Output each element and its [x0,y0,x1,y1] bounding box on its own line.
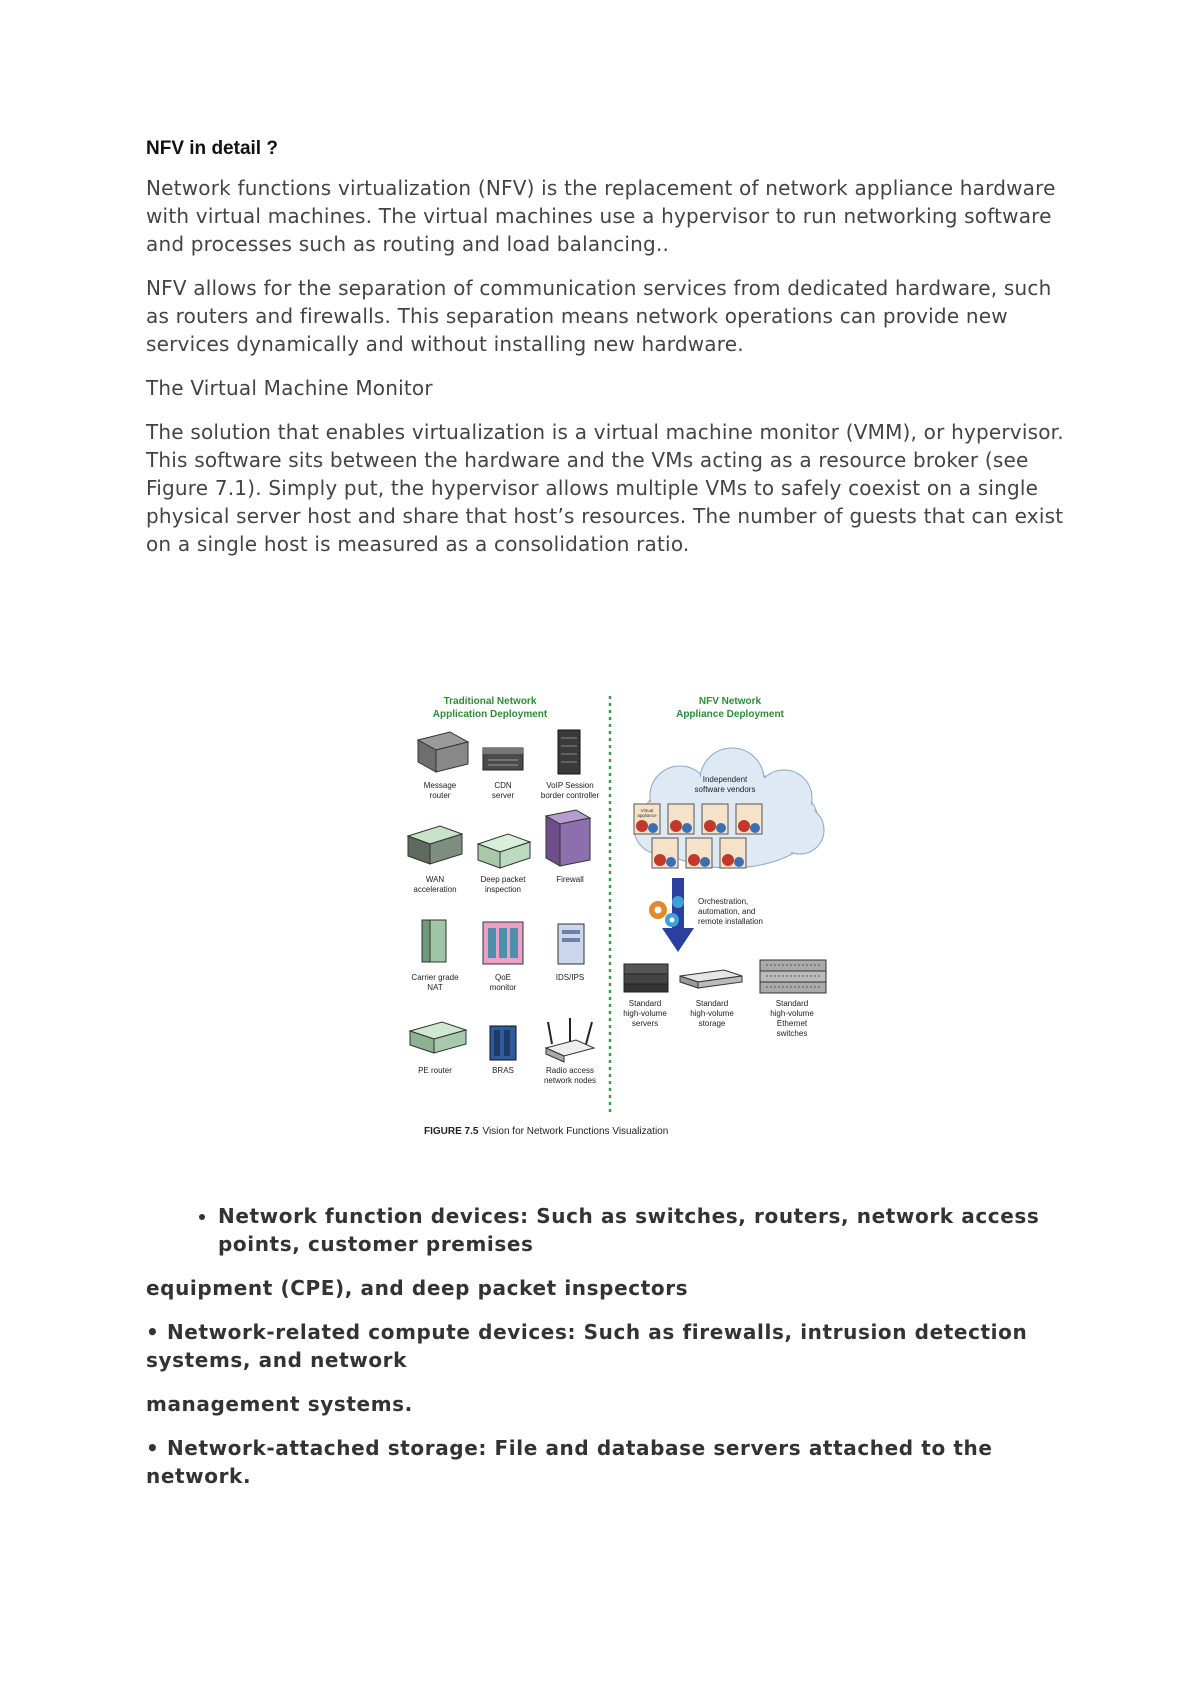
device-label-8a: QoE [494,973,512,982]
device-label-7b: NAT [427,983,443,992]
std-label-1a: Standard [628,999,662,1008]
device-label-8b: monitor [489,983,517,992]
bullet-list [146,1202,1066,1258]
ids-ips-icon [558,924,584,964]
subheading-vmm: The Virtual Machine Monitor [146,376,433,400]
wan-acceleration-icon [408,826,462,864]
caption-text: Vision for Network Functions Visualization [482,1126,669,1137]
cdn-server-icon [483,748,523,770]
figure-caption [424,1126,668,1137]
device-label-5a: Deep packet [480,875,526,884]
paragraph-vmm: The solution that enables virtualization is a virtual machine monitor (VMM), or hypervisor. This software sits between the hardware and the VMs acting as a resource broker (see Figure 7.1). Simply put, the hypervisor allows multiple VMs to safely coexist on a single physical server host and share that host’s resources. The number of guests that can exist on a single host is measured as a consolidation ratio. [146,420,1064,556]
bullet-continuation-1: equipment (CPE), and deep packet inspectors [146,1276,689,1300]
orchestration-label-3: remote installation [698,917,763,926]
standard-switches-icon [760,960,826,993]
standard-servers-icon [624,964,668,992]
virtual-appliance-label-2: appliance [637,813,657,818]
nfv-figure [380,688,840,1143]
std-label-2c: storage [698,1019,726,1028]
device-label-9a: IDS/IPS [555,973,585,982]
orchestration-label-1: Orchestration, [698,897,749,906]
cloud-label-2: software vendors [694,785,756,794]
bullet-section [146,1202,1066,1506]
device-label-1b: router [429,791,451,800]
std-label-2a: Standard [695,999,729,1008]
device-label-12b: network nodes [543,1076,597,1085]
bullet-item-1: • Network function devices: Such as switches, routers, network access points, customer premises [218,1202,1066,1258]
device-label-5b: inspection [484,885,522,894]
device-label-7a: Carrier grade [411,973,459,982]
paragraph-nfv-definition: Network functions virtualization (NFV) is the replacement of network appliance hardware with virtual machines. The virtual machines use a hypervisor to run networking software and processes such as routing and load balancing.. [146,176,1056,256]
nfv-diagram [380,688,840,1143]
cloud-label-1: Independent [702,775,748,784]
document-body [146,138,1066,574]
device-label-2a: CDN [494,781,512,790]
firewall-icon [546,810,590,866]
caption-label: FIGURE 7.5 [424,1126,479,1137]
device-label-10a: PE router [418,1066,452,1075]
pe-router-icon [410,1022,466,1053]
device-label-3a: VoIP Session [546,781,594,790]
qoe-monitor-icon [483,922,523,964]
device-label-4a: WAN [425,875,445,884]
right-title-line2: Appliance Deployment [676,709,784,720]
standard-storage-icon [680,970,742,988]
voip-controller-icon [558,730,580,774]
std-label-3a: Standard [775,999,809,1008]
bras-icon [490,1026,516,1060]
std-label-1b: high-volume [623,1009,667,1018]
orchestration-label-2: automation, and [698,907,756,916]
device-label-3b: border controller [540,791,600,800]
section-heading: NFV in detail ? [146,138,278,159]
virtual-appliance-label: Virtual [640,808,654,813]
bullet-item-3: • Network-attached storage: File and database servers attached to the network. [146,1436,993,1488]
std-label-3c: Ethernet [776,1019,808,1028]
right-title-line1: NFV Network [698,696,762,707]
std-label-2b: high-volume [690,1009,734,1018]
left-title-line2: Application Deployment [432,709,548,720]
device-label-1a: Message [423,781,457,790]
deployment-arrow [662,878,694,952]
std-label-3d: switches [776,1029,808,1038]
bullet-item-2: • Network-related compute devices: Such as firewalls, intrusion detection systems, and network [146,1320,1028,1372]
left-title-line1: Traditional Network [443,696,537,707]
device-label-6a: Firewall [556,875,584,884]
std-label-1c: servers [631,1019,659,1028]
device-label-11a: BRAS [492,1066,514,1075]
paragraph-nfv-separation: NFV allows for the separation of communication services from dedicated hardware, such as routers and firewalls. This separation means network operations can provide new services dynamically and without installing new hardware. [146,276,1052,356]
device-label-12a: Radio access [545,1066,595,1075]
device-label-2b: server [491,791,515,800]
deep-packet-inspection-icon [478,834,530,868]
carrier-grade-nat-icon [422,920,446,962]
message-router-icon [418,732,468,772]
device-label-4b: acceleration [413,885,457,894]
std-label-3b: high-volume [770,1009,814,1018]
bullet-continuation-2: management systems. [146,1392,413,1416]
radio-access-icon [546,1018,594,1062]
